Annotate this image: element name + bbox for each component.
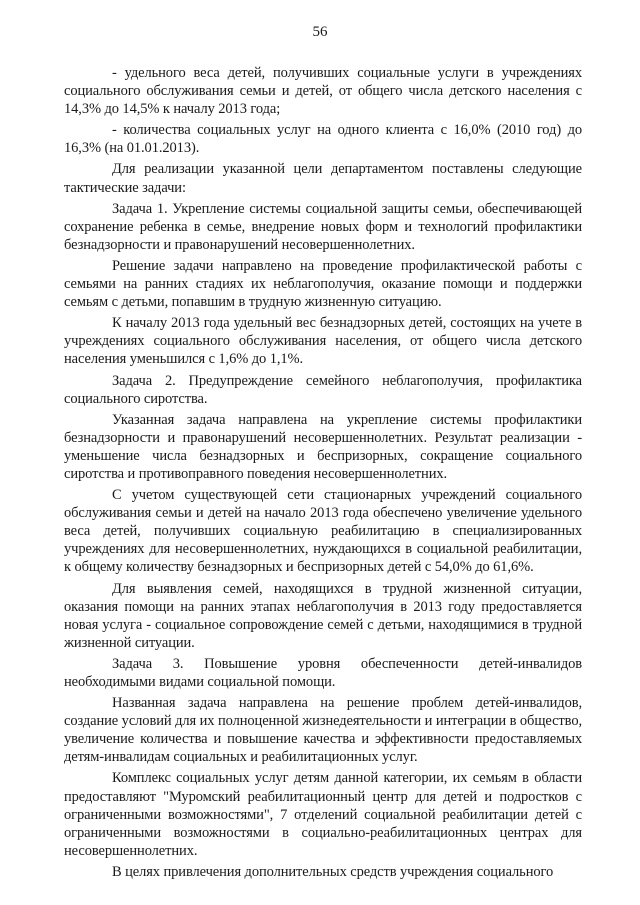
page-number: 56 <box>312 24 328 40</box>
paragraph-6: К началу 2013 года удельный вес безнадзорных детей, состоящих на учете в учреждениях социального обслуживания населения, от общего числа детского населения уменьшился с 1,6% до 1,1%. <box>64 315 582 368</box>
paragraph-2: - количества социальных услуг на одного клиента с 16,0% (2010 год) до 16,3% (на 01.01.2013). <box>64 122 582 157</box>
paragraph-11: Задача 3. Повышение уровня обеспеченности детей-инвалидов необходимыми видами социальной помощи. <box>64 655 582 690</box>
paragraph-9: С учетом существующей сети стационарных учреждений социального обслуживания семьи и детей на начало 2013 года обеспечено увеличение удельного веса детей, получивших социальную реабилитацию в специализированных учреждениях для несовершеннолетних, нуждающихся в социальной реабилитации, к общему количеству безнадзорных и беспризорных детей с 54,0% до 61,6%. <box>64 487 582 576</box>
paragraph-5: Решение задачи направлено на проведение профилактической работы с семьями на ранних стадиях их неблагополучия, оказание помощи и поддержки семьям с детьми, попавшим в трудную жизненную ситуацию. <box>64 257 582 311</box>
paragraph-13: Комплекс социальных услуг детям данной категории, их семьям в области предоставляют "Муромский реабилитационный центр для детей и подростков с ограниченными возможностями", 7 отделений социальной реабилитации детей с ограниченными возможностями в социально-реабилитационных центрах для несовершеннолетних. <box>64 770 582 859</box>
page-body <box>64 64 582 884</box>
paragraph-12: Названная задача направлена на решение проблем детей-инвалидов, создание условий для их полноценной жизнедеятельности и интеграции в общество, увеличение количества и повышение качества и эффективности предоставляемых детям-инвалидам социальных и реабилитационных услуг. <box>64 695 582 766</box>
paragraph-7: Задача 2. Предупреждение семейного неблагополучия, профилактика социального сиротства. <box>64 372 582 407</box>
paragraph-10: Для выявления семей, находящихся в трудной жизненной ситуации, оказания помощи на ранних этапах неблагополучия в 2013 году предоставляется новая услуга - социальное сопровождение семей с детьми, находящимися в трудной жизненной ситуации. <box>64 580 582 651</box>
paragraph-4: Задача 1. Укрепление системы социальной защиты семьи, обеспечивающей сохранение ребенка в семье, внедрение новых форм и технологий профилактики безнадзорности и правонарушений несовершеннолетних. <box>64 200 582 253</box>
paragraph-1: - удельного веса детей, получивших социальные услуги в учреждениях социального обслуживания семьи и детей, от общего числа детского населения с 14,3% до 14,5% к началу 2013 года; <box>64 65 582 118</box>
paragraph-3: Для реализации указанной цели департаментом поставлены следующие тактические задачи: <box>64 161 582 196</box>
paragraph-14: В целях привлечения дополнительных средств учреждения социального <box>112 863 554 880</box>
paragraph-8: Указанная задача направлена на укрепление системы профилактики безнадзорности и правонарушений несовершеннолетних. Результат реализации - уменьшение числа безнадзорных и беспризорных, сокращение социального сиротства и противоправного поведения несовершеннолетних. <box>64 411 582 482</box>
